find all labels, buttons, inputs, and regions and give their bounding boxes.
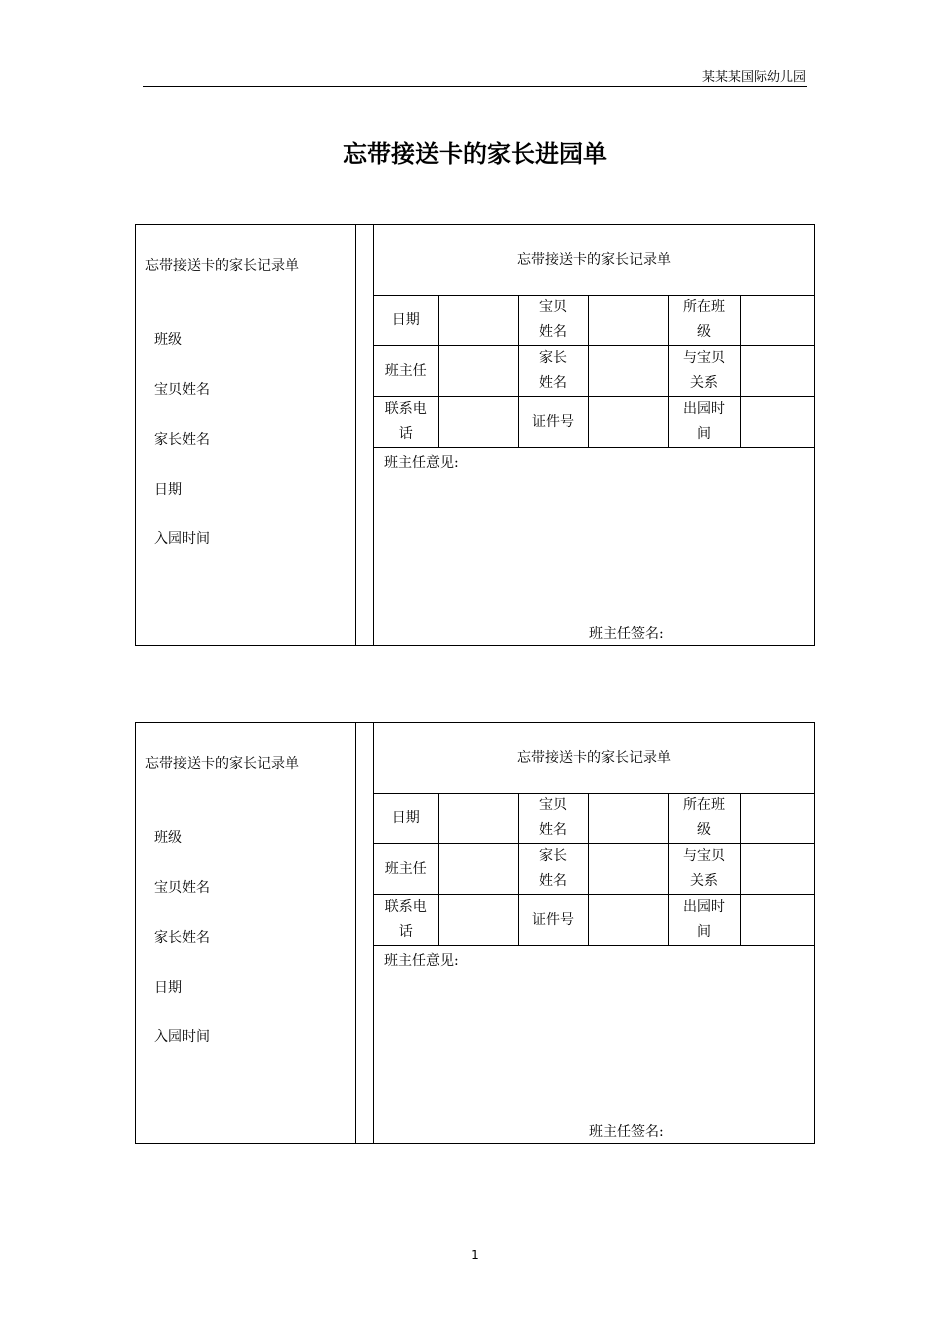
value-exit-time[interactable] — [740, 397, 815, 448]
value-class[interactable] — [740, 295, 815, 346]
header-rule — [143, 86, 807, 87]
table-row — [374, 844, 815, 895]
stub-field-date: 日期 — [154, 482, 182, 498]
label-relationship: 与宝贝关系 — [668, 346, 740, 397]
perforation-gap — [356, 723, 374, 1143]
stub-field-entry-time: 入园时间 — [154, 531, 210, 547]
value-child-name[interactable] — [588, 295, 668, 346]
label-teacher: 班主任 — [374, 844, 438, 895]
table-row — [374, 346, 815, 397]
value-teacher[interactable] — [438, 346, 518, 397]
stub-field-entry-time: 入园时间 — [154, 1029, 210, 1045]
teacher-opinion-label: 班主任意见: — [384, 953, 459, 969]
table-row — [374, 793, 815, 844]
value-relationship[interactable] — [740, 346, 815, 397]
value-date[interactable] — [438, 793, 518, 844]
label-relationship: 与宝贝关系 — [668, 844, 740, 895]
value-exit-time[interactable] — [740, 895, 815, 946]
value-phone[interactable] — [438, 895, 518, 946]
record-grid — [374, 295, 815, 448]
label-phone: 联系电话 — [374, 895, 438, 946]
stub-section — [136, 225, 356, 645]
value-date[interactable] — [438, 295, 518, 346]
value-parent-name[interactable] — [588, 346, 668, 397]
stub-field-parent-name: 家长姓名 — [154, 930, 210, 946]
label-teacher: 班主任 — [374, 346, 438, 397]
stub-section — [136, 723, 356, 1143]
table-row — [374, 295, 815, 346]
stub-field-parent-name: 家长姓名 — [154, 432, 210, 448]
label-id-number: 证件号 — [518, 895, 588, 946]
label-parent-name: 家长姓名 — [518, 346, 588, 397]
label-exit-time: 出园时间 — [668, 895, 740, 946]
label-child-name: 宝贝姓名 — [518, 793, 588, 844]
perforation-gap — [356, 225, 374, 645]
record-grid — [374, 793, 815, 946]
table-row — [374, 397, 815, 448]
value-phone[interactable] — [438, 397, 518, 448]
stub-field-child-name: 宝贝姓名 — [154, 880, 210, 896]
label-parent-name: 家长姓名 — [518, 844, 588, 895]
stub-field-class: 班级 — [154, 830, 182, 846]
label-exit-time: 出园时间 — [668, 397, 740, 448]
label-child-name: 宝贝姓名 — [518, 295, 588, 346]
label-id-number: 证件号 — [518, 397, 588, 448]
page-number: 1 — [471, 1248, 479, 1262]
stub-field-child-name: 宝贝姓名 — [154, 382, 210, 398]
label-class: 所在班级 — [668, 295, 740, 346]
label-phone: 联系电话 — [374, 397, 438, 448]
record-section — [374, 723, 814, 1143]
stub-field-date: 日期 — [154, 980, 182, 996]
value-parent-name[interactable] — [588, 844, 668, 895]
value-class[interactable] — [740, 793, 815, 844]
value-teacher[interactable] — [438, 844, 518, 895]
label-date: 日期 — [374, 295, 438, 346]
record-title: 忘带接送卡的家长记录单 — [374, 225, 814, 296]
entry-form-1 — [135, 224, 815, 646]
value-id-number[interactable] — [588, 895, 668, 946]
value-id-number[interactable] — [588, 397, 668, 448]
record-title: 忘带接送卡的家长记录单 — [374, 723, 814, 794]
header-organization: 某某某国际幼儿园 — [701, 70, 806, 85]
stub-title: 忘带接送卡的家长记录单 — [145, 258, 299, 274]
value-child-name[interactable] — [588, 793, 668, 844]
record-section — [374, 225, 814, 645]
value-relationship[interactable] — [740, 844, 815, 895]
label-class: 所在班级 — [668, 793, 740, 844]
teacher-signature-label: 班主任签名: — [589, 626, 664, 642]
table-row — [374, 895, 815, 946]
label-date: 日期 — [374, 793, 438, 844]
document-title: 忘带接送卡的家长进园单 — [343, 140, 607, 168]
stub-title: 忘带接送卡的家长记录单 — [145, 756, 299, 772]
teacher-opinion-label: 班主任意见: — [384, 455, 459, 471]
stub-field-class: 班级 — [154, 332, 182, 348]
teacher-signature-label: 班主任签名: — [589, 1124, 664, 1140]
entry-form-2 — [135, 722, 815, 1144]
